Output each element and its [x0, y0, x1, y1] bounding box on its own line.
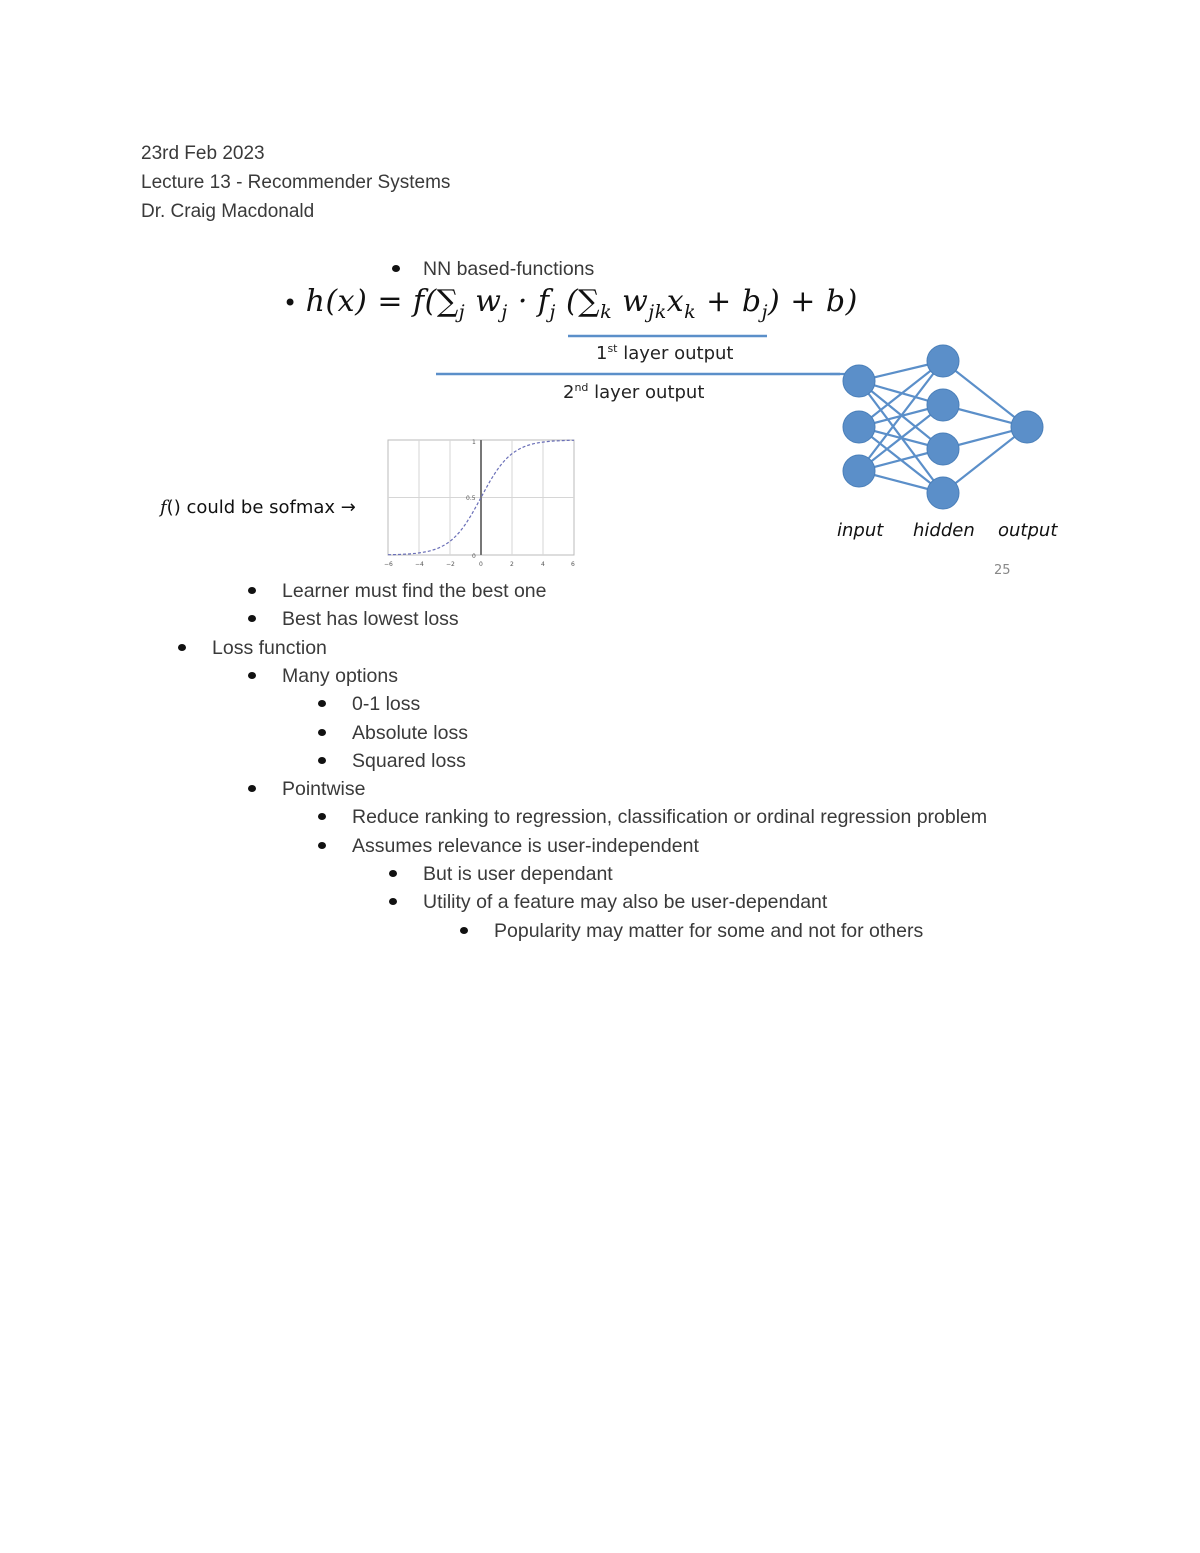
list-item: Learner must find the best one — [282, 580, 547, 602]
list-item: Utility of a feature may also be user-dependant — [423, 891, 828, 914]
bullet-dot — [248, 615, 256, 622]
tick-x: −4 — [415, 561, 424, 568]
bullet-dot — [318, 842, 326, 849]
tick-y: 0 — [472, 553, 476, 560]
bullet-dot — [389, 898, 397, 905]
list-item: But is user dependant — [423, 863, 613, 885]
second-layer-label: 2nd layer output — [563, 381, 705, 403]
list-item: Loss function — [212, 636, 327, 659]
bullet-dot — [460, 927, 468, 934]
tick-x: 2 — [510, 561, 514, 568]
tick-y: 1 — [472, 439, 476, 446]
neural-network-diagram — [830, 338, 1090, 548]
bullet-dot — [248, 785, 256, 792]
hidden-node — [927, 389, 959, 421]
bullet-dot — [318, 729, 326, 736]
bullet-dot — [392, 265, 400, 272]
tick-x: −2 — [446, 561, 455, 568]
list-item: Absolute loss — [352, 721, 468, 744]
nn-heading: NN based-functions — [423, 258, 595, 280]
slide-number: 25 — [994, 563, 1011, 578]
output-node — [1011, 411, 1043, 443]
bullet-dot — [318, 757, 326, 764]
hidden-label: hidden — [913, 520, 975, 541]
softmax-label: f() could be sofmax → — [160, 497, 356, 518]
list-item: Assumes relevance is user-independent — [352, 834, 699, 857]
list-item: Popularity may matter for some and not for others — [494, 919, 924, 942]
lecture-title: Lecture 13 - Recommender Systems — [141, 172, 451, 193]
bullet-dot — [389, 870, 397, 877]
tick-x: 4 — [541, 561, 545, 568]
list-item: Squared loss — [352, 749, 466, 772]
bullet-dot — [248, 587, 256, 594]
tick-x: −6 — [384, 561, 393, 568]
tick-y: 0.5 — [466, 495, 476, 502]
first-layer-label: 1st layer output — [596, 342, 734, 364]
nn-formula: • $h(x) = f(\sum_j$ $w_j \cdot f_j$ ($\sum_k$ $w_{jk}x_k + b_j) + b$) — [283, 284, 858, 323]
list-item: Best has lowest loss — [282, 608, 459, 631]
input-label: input — [837, 520, 884, 541]
hidden-node — [927, 433, 959, 465]
date-line: 23rd Feb 2023 — [141, 143, 265, 164]
bullet-dot — [318, 813, 326, 820]
list-item: Many options — [282, 664, 398, 687]
list-item: Reduce ranking to regression, classification or ordinal regression problem — [352, 806, 988, 829]
input-node — [843, 411, 875, 443]
sigmoid-plot — [384, 436, 584, 571]
bullet-dot — [248, 672, 256, 679]
tick-x: 6 — [571, 561, 575, 568]
input-node — [843, 455, 875, 487]
bullet-dot — [318, 700, 326, 707]
lecturer-name: Dr. Craig Macdonald — [141, 201, 315, 222]
bullet-dot — [178, 644, 186, 651]
output-label: output — [998, 520, 1058, 541]
input-node — [843, 365, 875, 397]
tick-x: 0 — [479, 561, 483, 568]
list-item: 0-1 loss — [352, 693, 421, 716]
hidden-node — [927, 345, 959, 377]
list-item: Pointwise — [282, 778, 366, 801]
hidden-node — [927, 477, 959, 509]
